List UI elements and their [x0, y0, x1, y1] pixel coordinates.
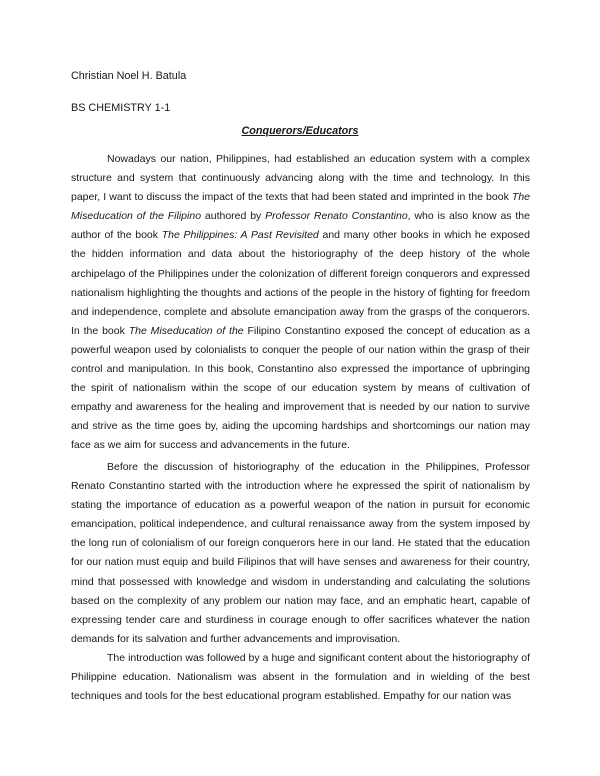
- body-paragraph-2: [71, 458, 530, 649]
- text-segment: The introduction was followed by a huge and significant content about the historiography of Philippine education. Nationalism was absent in the formulation and in wielding of the best techniques and tools for the best educational program established. Empathy for our nation was: [71, 652, 530, 703]
- text-segment: , who is also know as the author of the book: [71, 210, 530, 242]
- text-segment: authored by: [201, 210, 266, 223]
- book-title: The Philippines: A Past Revisited: [161, 229, 319, 242]
- body-paragraph-1: [71, 150, 530, 456]
- author-reference: Professor Renato Constantino: [265, 210, 408, 223]
- book-title: The Miseducation of the: [128, 324, 244, 337]
- body-paragraph-3: [71, 649, 530, 706]
- document-title: Conquerors/Educators: [241, 125, 359, 137]
- text-segment: Nowadays our nation, Philippines, had established an education system with a complex structure and system that continuously advancing along with the time and technology. In this paper, I want to discuss the impact of the texts that had been stated and imprinted in the book: [71, 153, 530, 204]
- text-segment: Filipino Constantino exposed the concept of education as a powerful weapon used by colonialists to conquer the people of our nation within the grasp of their control and manipulation. In this book, Constantino also expressed the importance of upbringing the spirit of nationalism within the scope of our education system by means of cultivation of empathy and awareness for the healing and improvement that is needed by our nation to survive and strive as the time goes by, aiding the upcoming hardships and shortcomings our nation may face as we aim for success and advancements in the future.: [71, 324, 530, 452]
- book-title: The Miseducation of the Filipino: [71, 191, 530, 223]
- author-name: Christian Noel H. Batula: [71, 70, 187, 82]
- text-segment: Before the discussion of historiography of the education in the Philippines, Professor Renato Constantino started with the introduction where he expressed the spirit of nationalism by stating the importance of education as a powerful weapon of the nation in pursuit for economic emancipation, political independence, and cultural renaissance away from the system imposed by the long run of colonialism of our foreign conquerors here in our land. He stated that the education for our nation must equip and build Filipinos that will have senses and awareness for their country, mind that possessed with knowledge and wisdom in understanding and calculating the solutions based on the complexity of any problem our nation may face, and an emphatic heart, capable of expressing tender care and sturdiness in courage enough to offer sacrifices whatever the nation demands for its salvation and further advancements and improvisation.: [71, 461, 530, 645]
- course-section: BS CHEMISTRY 1-1: [71, 102, 171, 114]
- text-segment: and many other books in which he exposed the hidden information and data about the historiography of the deep history of the whole archipelago of the Philippines under the colonization of different foreign conquerors and expressed nationalism highlighting the thoughts and actions of the people in the history of fighting for freedom and independence, complete and absolute emancipation away from the grasps of the conquerors. In the book: [71, 229, 530, 337]
